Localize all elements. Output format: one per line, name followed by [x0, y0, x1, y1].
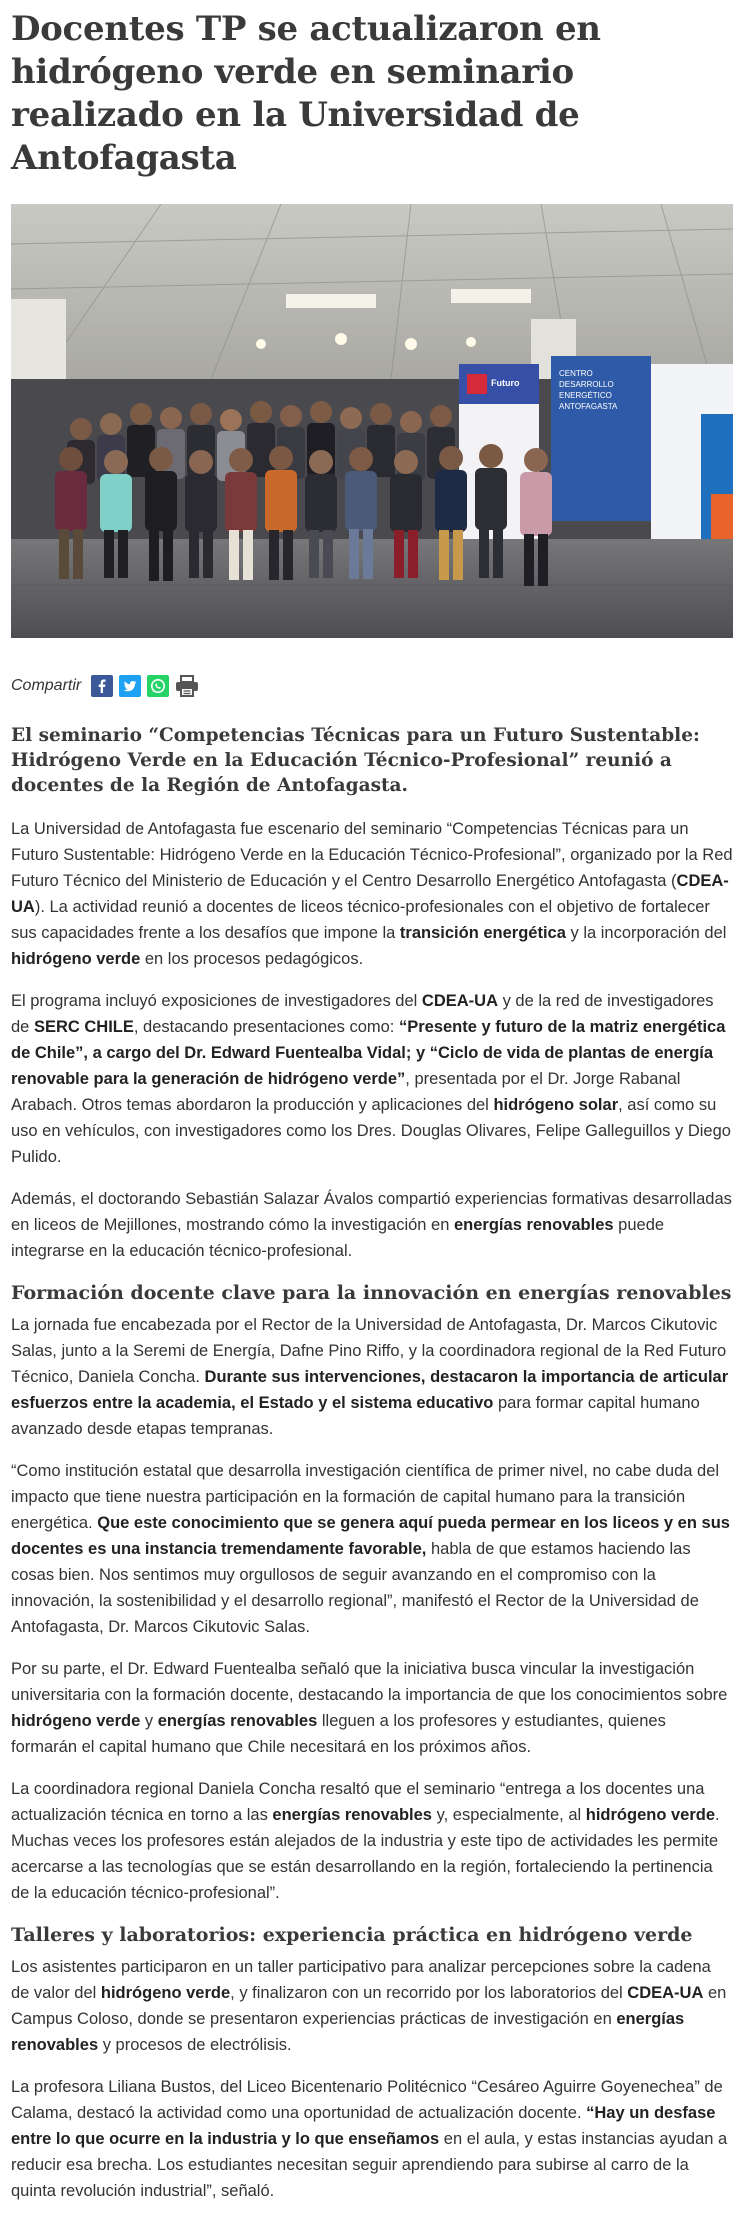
section-heading-talleres: Talleres y laboratorios: experiencia práctica en hidrógeno verde — [11, 1924, 693, 1946]
facebook-icon[interactable] — [91, 675, 113, 697]
paragraph-3: Además, el doctorando Sebastián Salazar Ávalos compartió experiencias formativas desarrolladas en liceos de Mejillones, mostrando cómo la investigación en energías renovables puede integrarse en la educación técnico-profesional. — [11, 1190, 732, 1260]
article-lead: El seminario “Competencias Técnicas para un Futuro Sustentable: Hidrógeno Verde en la Educación Técnico-Profesional” reunió a docentes de la Región de Antofagasta. — [11, 725, 700, 796]
section-heading-formacion: Formación docente clave para la innovación en energías renovables — [11, 1282, 732, 1304]
paragraph-8: Los asistentes participaron en un taller participativo para analizar percepciones sobre la cadena de valor del hidrógeno verde, y finalizaron con un recorrido por los laboratorios del CDEA-UA en Campus Coloso, donde se presentaron experiencias prácticas de investigación en energías renovables y procesos de electrólisis. — [11, 1958, 727, 2054]
paragraph-6: Por su parte, el Dr. Edward Fuentealba señaló que la iniciativa busca vincular la investigación universitaria con la formación docente, destacando la importancia de que los conocimientos sobre hidrógeno verde y energías renovables lleguen a los profesores y estudiantes, quienes formarán el capital humano que Chile necesitará en los próximos años. — [11, 1660, 728, 1756]
paragraph-7: La coordinadora regional Daniela Concha resaltó que el seminario “entrega a los docentes una actualización técnica en torno a las energías renovables y, especialmente, al hidrógeno verde. Muchas veces los profesores están alejados de la industria y este tipo de actividades les permite acercarse a las tecnologías que se están desarrollando en la región, fortaleciendo la pertinencia de la educación técnico-profesional”. — [11, 1780, 720, 1902]
svg-text:ANTOFAGASTA: ANTOFAGASTA — [559, 402, 618, 411]
paragraph-2: El programa incluyó exposiciones de investigadores del CDEA-UA y de la red de investigadores de SERC CHILE, destacando presentaciones como: “Presente y futuro de la matriz energética de Chile”, a cargo del Dr. Edward Fuentealba Vidal; y “Ciclo de vida de plantas de energía renovable para la generación de hidrógeno verde”, presentada por el Dr. Jorge Rabanal Arabach. Otros temas abordaron la producción y aplicaciones del hidrógeno solar, así como su uso en vehículos, con investigadores como los Dres. Douglas Olivares, Felipe Galleguillos y Diego Pulido. — [11, 992, 731, 1166]
svg-text:CENTRO: CENTRO — [559, 369, 593, 378]
print-icon[interactable] — [175, 675, 199, 697]
whatsapp-icon[interactable] — [147, 675, 169, 697]
svg-text:ENERGÉTICO: ENERGÉTICO — [559, 391, 612, 400]
article-photo — [11, 204, 733, 638]
article-title: Docentes TP se actualizaron en hidrógeno verde en seminario realizado en la Universidad de Antofagasta — [11, 9, 601, 178]
paragraph-9: La profesora Liliana Bustos, del Liceo Bicentenario Politécnico “Cesáreo Aguirre Goyenechea” de Calama, destacó la actividad como una oportunidad de actualización docente. “Hay un desfase entre lo que ocurre en la industria y lo que enseñamos en el aula, y estas instancias ayudan a reducir esa brecha. Los estudiantes necesitan seguir aprendiendo para subirse al carro de la quinta revolución industrial”, señaló. — [11, 2078, 728, 2200]
share-bar — [11, 672, 733, 700]
share-label: Compartir — [11, 677, 82, 694]
paragraph-4: La jornada fue encabezada por el Rector de la Universidad de Antofagasta, Dr. Marcos Cikutovic Salas, junto a la Seremi de Energía, Dafne Pino Riffo, y la coordinadora regional de la Red Futuro Técnico, Daniela Concha. Durante sus intervenciones, destacaron la importancia de articular esfuerzos entre la academia, el Estado y el sistema educativo para formar capital humano avanzado desde etapas tempranas. — [11, 1316, 729, 1438]
paragraph-1: La Universidad de Antofagasta fue escenario del seminario “Competencias Técnicas para un Futuro Sustentable: Hidrógeno Verde en la Educación Técnico-Profesional”, organizado por la Red Futuro Técnico del Ministerio de Educación y el Centro Desarrollo Energético Antofagasta (CDEA-UA). La actividad reunió a docentes de liceos técnico-profesionales con el objetivo de fortalecer sus capacidades frente a los desafíos que impone la transición energética y la incorporación del hidrógeno verde en los procesos pedagógicos. — [11, 820, 733, 968]
banner-up-title: Futuro — [491, 378, 520, 388]
twitter-icon[interactable] — [119, 675, 141, 697]
paragraph-5: “Como institución estatal que desarrolla investigación científica de primer nivel, no cabe duda del impacto que tiene nuestra participación en la formación de capital humano para la transición energética. Que este conocimiento que se genera aquí pueda permear en los liceos y en sus docentes es una instancia tremendamente favorable, habla de que estamos haciendo las cosas bien. Nos sentimos muy orgullosos de seguir avanzando en el compromiso con la innovación, la sostenibilidad y el desarrollo regional”, manifestó el Rector de la Universidad de Antofagasta, Dr. Marcos Cikutovic Salas. — [11, 1462, 730, 1636]
svg-text:DESARROLLO: DESARROLLO — [559, 380, 614, 389]
